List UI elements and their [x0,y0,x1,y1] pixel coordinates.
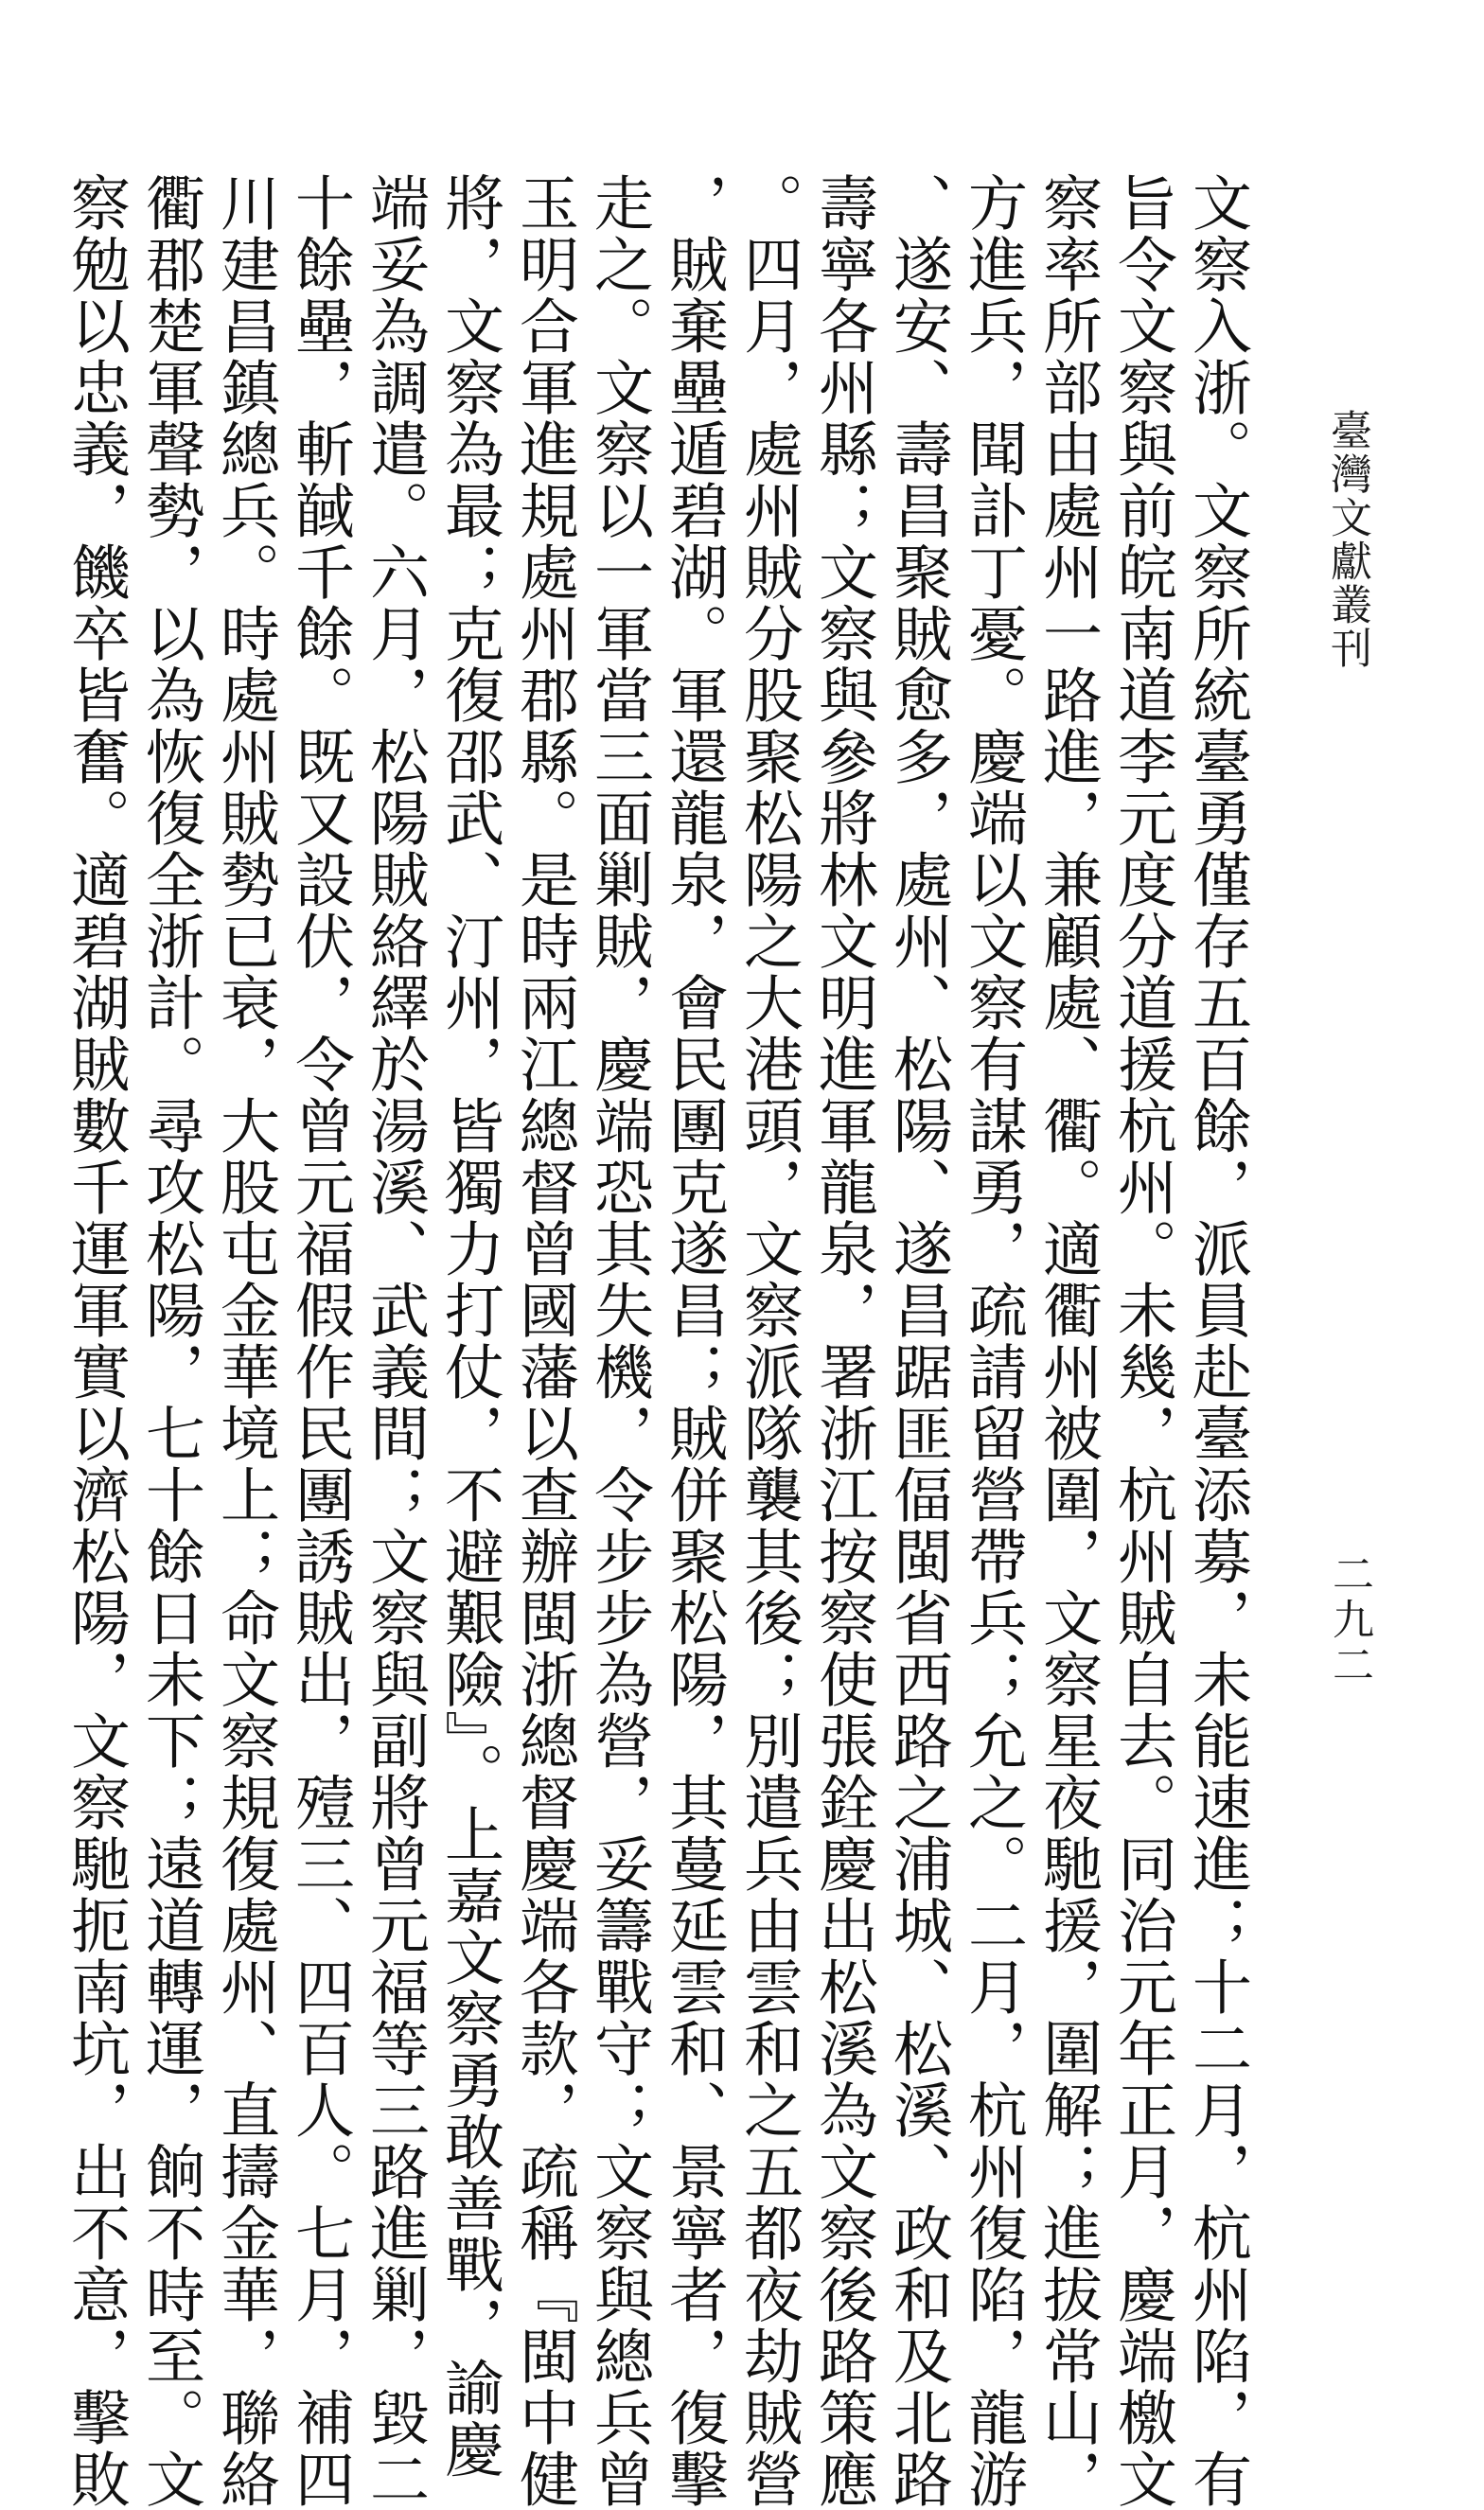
text-column: 旨令文察與前皖南道李元度分道援杭州。未幾，杭州賊自去。同治元年正月，慶端檄文 [1108,172,1177,2510]
series-title: 臺灣文獻叢刊 [1323,409,1371,670]
text-column: 察勉以忠義，饑卒皆奮。適碧湖賊數千運軍實以濟松陽，文察馳扼南坑，出不意，擊敗 [62,172,131,2510]
vertical-text-block [62,172,1255,2510]
text-column: 玉明合軍進規處州郡縣。是時兩江總督曾國藩以查辦閩浙總督慶端各款，疏稱『閩中健 [510,172,579,2510]
text-column: 壽寧各州縣；文察與參將林文明進軍龍泉，署浙江按察使張銓慶出松溪為文察後路策應 [809,172,878,2510]
text-column: 走之。文察以一軍當三面剿賊，慶端恐其失機，令步步為營，妥籌戰守；文察與總兵曾 [585,172,654,2510]
text-column: 察率所部由處州一路進，兼顧處、衢。適衢州被圍，文察星夜馳援，圍解；進拔常山， [1034,172,1103,2510]
text-column: 。四月，處州賊分股聚松陽之大港頭，文察派隊襲其後；別遣兵由雲和之五都夜劫賊營 [734,172,804,2510]
text-column: 川建昌鎮總兵。時處州賊勢已衰，大股屯金華境上；命文察規復處州、直擣金華，聯絡 [211,172,280,2510]
text-column: 文察入浙。文察所統臺勇僅存五百餘，派員赴臺添募，未能速進；十二月，杭州陷，有 [1183,172,1252,2510]
text-column: 衢郡楚軍聲勢，以為恢復全浙計。尋攻松陽，七十餘日未下；遠道轉運，餉不時至。文 [136,172,205,2510]
text-column: 端妥為調遣。六月，松陽賊絡繹於湯溪、武義間；文察與副將曾元福等三路進剿，毀二 [361,172,430,2510]
page-number: 二九二 [1325,1552,1373,1688]
text-column: 、遂安、壽昌聚賊愈多，處州、松陽、遂昌踞匪偪閩省西路之浦城、松溪、政和及北路 [884,172,953,2510]
text-column: 十餘壘，斬馘千餘。既又設伏，令曾元福假作民團誘賊出，殪三、四百人。七月，補四 [286,172,355,2510]
text-column: ，賊棄壘遁碧湖。軍還龍泉，會民團克遂昌；賊併聚松陽，其蔓延雲和、景寧者，復擊 [660,172,729,2510]
text-column: 方進兵，聞訃丁憂。慶端以文察有謀勇，疏請留營帶兵；允之。二月，杭州復陷，龍游 [959,172,1028,2510]
text-column: 將，文察為最；克復邵武、汀州，皆獨力打仗，不避艱險』。上嘉文察勇敢善戰，諭慶 [435,172,504,2481]
